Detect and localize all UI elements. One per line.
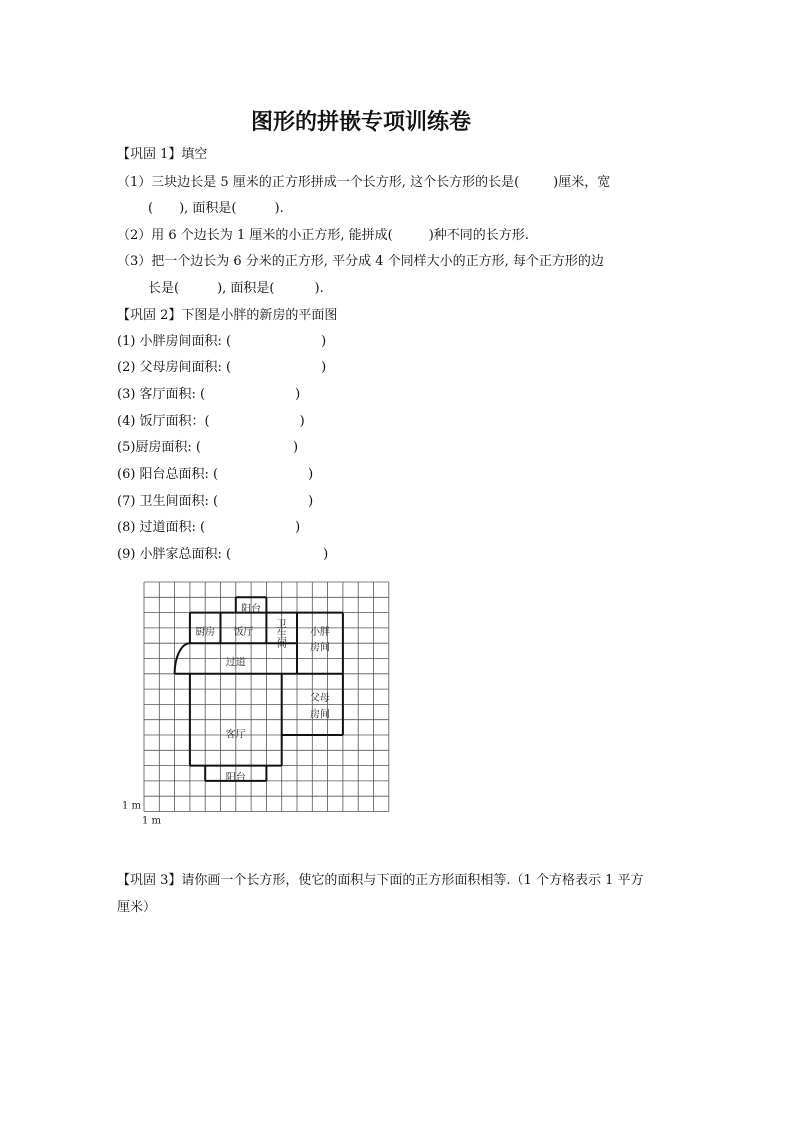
floor-plan	[118, 576, 398, 831]
q1-paren: (	[148, 201, 154, 216]
item-close: )	[321, 360, 327, 375]
section3-line1: 【巩固 3】请你画一个长方形，使它的面积与下面的正方形面积相等.（1 个方格表示 1 平方	[117, 873, 644, 888]
scale-label-y: 1 m	[122, 800, 142, 812]
q3-end: ).	[314, 281, 324, 296]
item-label: (2) 父母房间面积: (	[117, 360, 232, 375]
list-item	[117, 440, 298, 456]
item-label: (4) 饭厅面积：(	[117, 414, 210, 429]
room-label-bath1: 卫	[276, 619, 287, 631]
section2-heading: 【巩固 2】下图是小胖的新房的平面图	[117, 308, 338, 323]
room-label-hallway: 过道	[225, 657, 246, 669]
room-label-balcony-top: 阳台	[241, 604, 262, 616]
list-item	[117, 547, 328, 563]
room-label-bath2: 生	[276, 629, 287, 641]
question-3: （3）把一个边长为 6 分米的正方形, 平分成 4 个同样大小的正方形, 每个正方形的边	[117, 254, 604, 269]
item-close: )	[299, 414, 305, 429]
question-1	[117, 175, 610, 191]
q1-end: ).	[274, 201, 284, 216]
item-close: )	[308, 467, 314, 482]
room-label-balcony-bottom: 阳台	[225, 772, 246, 784]
room-label-xiaopang2: 房间	[309, 642, 330, 654]
scale-label-x: 1 m	[142, 815, 162, 827]
room-label-bath3: 间	[276, 639, 287, 651]
list-item	[117, 467, 313, 483]
list-item	[117, 494, 313, 510]
room-label-dining: 饭厅	[233, 626, 254, 638]
q3-text: 长是(	[148, 281, 180, 296]
section1-heading: 【巩固 1】填空	[117, 147, 208, 162]
section3-line2: 厘米）	[117, 900, 157, 915]
q3-area: ), 面积是(	[217, 281, 275, 296]
list-item	[117, 414, 305, 430]
room-label-living: 客厅	[225, 729, 246, 741]
room-label-xiaopang1: 小胖	[309, 626, 330, 638]
item-label: (1) 小胖房间面积: (	[117, 334, 232, 349]
list-item	[117, 387, 300, 403]
page-title: 图形的拼嵌专项训练卷	[250, 110, 471, 135]
room-label-parents2: 房间	[309, 709, 330, 721]
item-close: )	[295, 520, 301, 535]
q1-text-cont: )厘米，宽	[553, 175, 611, 190]
list-item	[117, 520, 300, 536]
item-label: (8) 过道面积: (	[117, 520, 206, 535]
item-close: )	[293, 440, 299, 455]
room-label-parents1: 父母	[309, 692, 330, 704]
question-2	[117, 228, 529, 244]
item-close: )	[308, 494, 314, 509]
item-label: (9) 小胖家总面积: (	[117, 547, 232, 562]
item-close: )	[323, 547, 329, 562]
q2-end: )种不同的长方形.	[428, 228, 529, 243]
q1-text: （1）三块边长是 5 厘米的正方形拼成一个长方形, 这个长方形的长是(	[117, 175, 520, 190]
item-label: (3) 客厅面积: (	[117, 387, 206, 402]
q1-area: ), 面积是(	[179, 201, 237, 216]
item-label: (7) 卫生间面积: (	[117, 494, 219, 509]
question-1-line2	[148, 201, 284, 217]
list-item	[117, 360, 326, 376]
room-label-kitchen: 厨房	[195, 626, 216, 638]
q2-text: （2）用 6 个边长为 1 厘米的小正方形, 能拼成(	[117, 228, 393, 243]
item-close: )	[321, 334, 327, 349]
item-label: (6) 阳台总面积: (	[117, 467, 219, 482]
question-3-line2	[148, 281, 324, 297]
item-close: )	[295, 387, 301, 402]
list-item	[117, 334, 326, 350]
item-label: (5)厨房面积: (	[117, 440, 201, 455]
